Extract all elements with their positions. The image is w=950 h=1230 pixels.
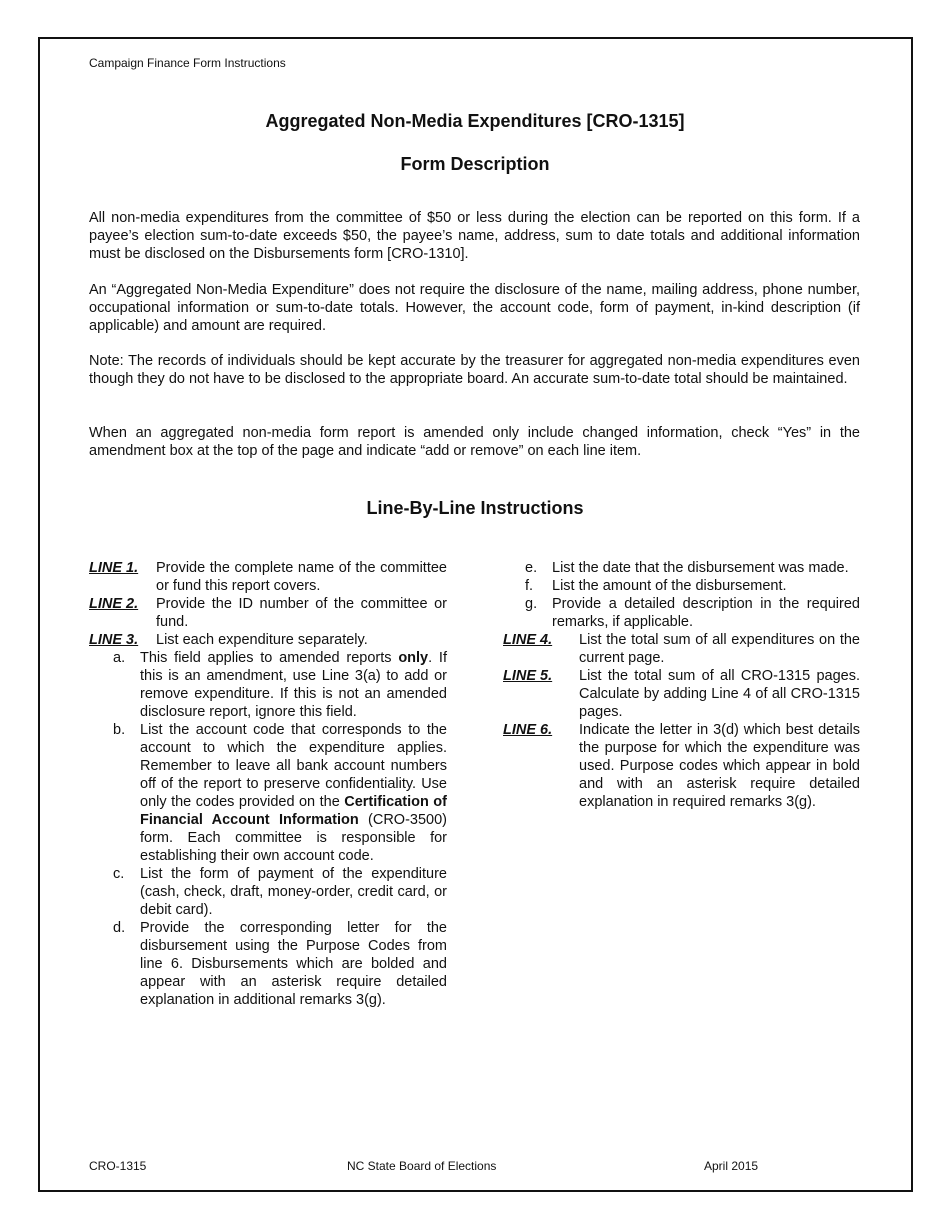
list-letter: e. <box>525 560 538 576</box>
footer-date: April 2015 <box>704 1159 759 1173</box>
line-2-text: Provide the ID number of the committee or fund. <box>156 596 447 630</box>
line-2-item <box>89 595 447 631</box>
list-letter: f. <box>525 578 534 594</box>
footer-form-number: CRO-1315 <box>89 1159 147 1173</box>
line-3a-item <box>113 649 447 721</box>
line-3a-text: This field applies to amended reports only. If this is an amendment, use Line 3(a) to add or remove expenditure. If this is not an amended disclosure report, ignore this field. <box>140 650 447 720</box>
footer-agency: NC State Board of Elections <box>347 1159 497 1173</box>
line-3e-text: List the date that the disbursement was made. <box>552 560 849 576</box>
instructions-left-column <box>89 559 447 1009</box>
line-5-text: List the total sum of all CRO-1315 pages. Calculate by adding Line 4 of all CRO-1315 pages. <box>579 668 860 720</box>
line-3-label: LINE 3. <box>89 632 139 648</box>
line-3c-item <box>113 865 447 919</box>
instructions-right-column <box>503 559 860 811</box>
list-letter: b. <box>113 722 126 738</box>
line-4-item <box>503 631 860 667</box>
line-6-label: LINE 6. <box>503 722 553 738</box>
line-3-text: List each expenditure separately. <box>156 632 368 648</box>
line-3b-item <box>113 721 447 865</box>
description-paragraph: All non-media expenditures from the committee of $50 or less during the election can be reported on this form. If a payee’s election sum-to-date exceeds $50, the payee’s name, address, sum to date totals and additional information must be disclosed on the Disbursements form [CRO-1310]. <box>89 210 860 262</box>
line-3-sublist <box>113 649 447 1009</box>
line-3f-item <box>525 577 860 595</box>
line-1-item <box>89 559 447 595</box>
line-5-item <box>503 667 860 721</box>
line-6-item <box>503 721 860 811</box>
line-3g-text: Provide a detailed description in the required remarks, if applicable. <box>552 596 860 630</box>
line-6-text: Indicate the letter in 3(d) which best details the purpose for which the expenditure was used. Purpose codes which appear in bold and with an asterisk require detailed explanation in required remarks 3(g). <box>579 722 860 810</box>
line-3c-text: List the form of payment of the expenditure (cash, check, draft, money-order, credit card, or debit card). <box>140 866 447 918</box>
description-paragraph: An “Aggregated Non-Media Expenditure” does not require the disclosure of the name, mailing address, phone number, occupational information or sum-to-date totals. However, the account code, form of payment, in-kind description (if applicable) and amount are required. <box>89 282 860 334</box>
line-3d-item <box>113 919 447 1009</box>
line-4-label: LINE 4. <box>503 632 553 648</box>
line-3-item <box>89 631 447 649</box>
form-title: Aggregated Non-Media Expenditures [CRO-1315] <box>265 111 685 131</box>
instructions-heading: Line-By-Line Instructions <box>366 498 584 518</box>
line-3d-text: Provide the corresponding letter for the disbursement using the Purpose Codes from line 6. Disbursements which are bolded and appear with an asterisk require detailed explanation in additional remarks 3(g). <box>140 920 447 1008</box>
line-4-text: List the total sum of all expenditures on the current page. <box>579 632 860 666</box>
line-3g-item <box>525 595 860 631</box>
line-3f-text: List the amount of the disbursement. <box>552 578 787 594</box>
amendment-paragraph: When an aggregated non-media form report is amended only include changed information, check “Yes” in the amendment box at the top of the page and indicate “add or remove” on each line item. <box>89 425 860 459</box>
note-paragraph: Note: The records of individuals should be kept accurate by the treasurer for aggregated non-media expenditures even though they do not have to be disclosed to the appropriate board. An accurate sum-to-date total should be maintained. <box>89 353 860 387</box>
line-1-text: Provide the complete name of the committee or fund this report covers. <box>156 560 447 594</box>
line-3e-item <box>525 559 860 577</box>
line-2-label: LINE 2. <box>89 596 139 612</box>
list-letter: g. <box>525 596 538 612</box>
list-letter: a. <box>113 650 126 666</box>
line-1-label: LINE 1. <box>89 560 139 576</box>
line-5-label: LINE 5. <box>503 668 553 684</box>
list-letter: c. <box>113 866 125 882</box>
line-3b-text: List the account code that corresponds to the account to which the expenditure applies. Remember to leave all bank account numbers off of the report to preserve confidentiality. Use only the codes provided on the Certification of Financial Account Information (CRO-3500) form. Each committee is responsible for establishing their own account code. <box>140 722 447 864</box>
list-letter: d. <box>113 920 126 936</box>
line-3-sublist-continued <box>525 559 860 631</box>
running-header: Campaign Finance Form Instructions <box>89 56 286 70</box>
description-heading: Form Description <box>400 154 550 174</box>
